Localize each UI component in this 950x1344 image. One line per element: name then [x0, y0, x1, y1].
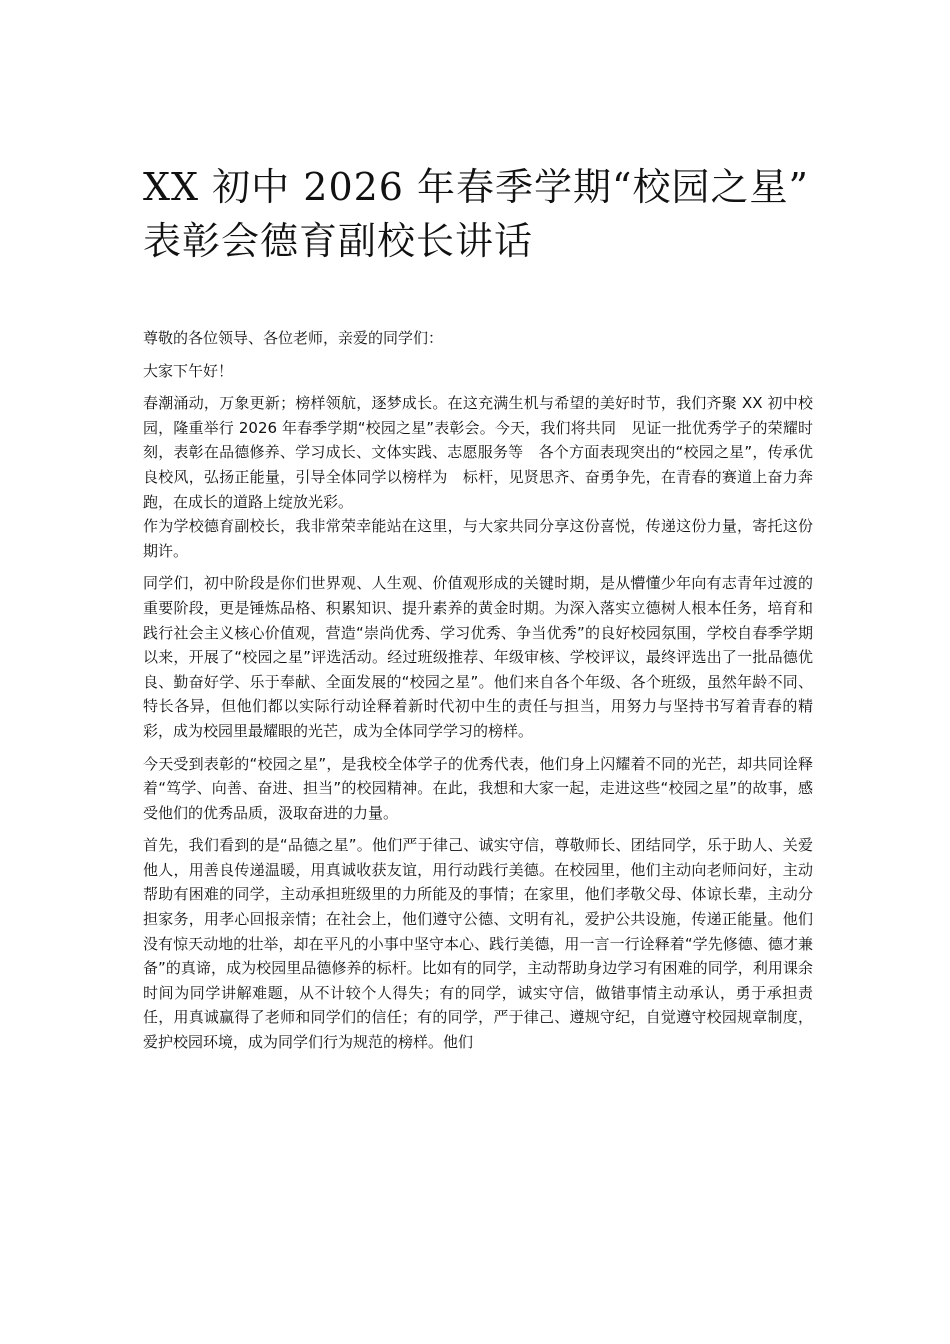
paragraph-honorees: 今天受到表彰的“校园之星”，是我校全体学子的优秀代表，他们身上闪耀着不同的光芒，却共同诠释着“笃学、向善、奋进、担当”的校园精神。在此，我想和大家一起，走进这些“校园之星”的故事，感受他们的优秀品质，汲取奋进的力量。	[143, 754, 813, 822]
document-title: XX 初中 2026 年春季学期“校园之星” 表彰会德育副校长讲话	[143, 165, 809, 263]
document-page	[143, 160, 813, 1063]
paragraph-opening: 春潮涌动，万象更新；榜样领航，逐梦成长。在这充满生机与希望的美好时节，我们齐聚 XX 初中校园，隆重举行 2026 年春季学期“校园之星”表彰会。今天，我们将共同 见证一批优秀学子的荣耀时刻，表彰在品德修养、学习成长、文体实践、志愿服务等 各个方面表现突出的“校园之星”，传承优良校风，弘扬正能量，引导全体同学以榜样为 标杆，见贤思齐、奋勇争先，在青春的赛道上奋力奔跑，在成长的道路上绽放光彩。	[143, 394, 813, 511]
paragraph-salutation: 尊敬的各位领导、各位老师，亲爱的同学们：	[143, 329, 444, 347]
paragraph-morality-star: 首先，我们看到的是“品德之星”。他们严于律己、诚实守信，尊敬师长、团结同学，乐于助人、关爱他人，用善良传递温暖，用真诚收获友谊，用行动践行美德。在校园里，他们主动向老师问好，主动帮助有困难的同学，主动承担班级里的力所能及的事情；在家里，他们孝敬父母、体谅长辈，主动分担家务，用孝心回报亲情；在社会上，他们遵守公德、文明有礼，爱护公共设施，传递正能量。他们没有惊天动地的壮举，却在平凡的小事中坚守本心、践行美德，用一言一行诠释着“学先修德、德才兼备”的真谛，成为校园里品德修养的标杆。比如有的同学，主动帮助身边学习有困难的同学，利用课余时间为同学讲解难题，从不计较个人得失；有的同学，诚实守信，做错事情主动承认，勇于承担责任，用真诚赢得了老师和同学们的信任；有的同学，严于律己、遵规守纪，自觉遵守校园规章制度，爱护校园环境，成为同学们行为规范的榜样。他们	[143, 836, 813, 1052]
paragraph-introduction: 作为学校德育副校长，我非常荣幸能站在这里，与大家共同分享这份喜悦，传递这份力量，寄托这份期许。	[143, 517, 813, 560]
paragraph-greeting: 大家下午好！	[143, 361, 234, 380]
document-body	[143, 326, 813, 1055]
paragraph-background: 同学们，初中阶段是你们世界观、人生观、价值观形成的关键时期，是从懵懂少年向有志青年过渡的重要阶段，更是锤炼品格、积累知识、提升素养的黄金时期。为深入落实立德树人根本任务，培育和践行社会主义核心价值观，营造“崇尚优秀、学习优秀、争当优秀”的良好校园氛围，学校自春季学期以来，开展了“校园之星”评选活动。经过班级推荐、年级审核、学校评议，最终评选出了一批品德优良、勤奋好学、乐于奉献、全面发展的“校园之星”。他们来自各个年级、各个班级，虽然年龄不同、特长各异，但他们都以实际行动诠释着新时代初中生的责任与担当，用努力与坚持书写着青春的精彩，成为校园里最耀眼的光芒，成为全体同学学习的榜样。	[143, 574, 813, 740]
